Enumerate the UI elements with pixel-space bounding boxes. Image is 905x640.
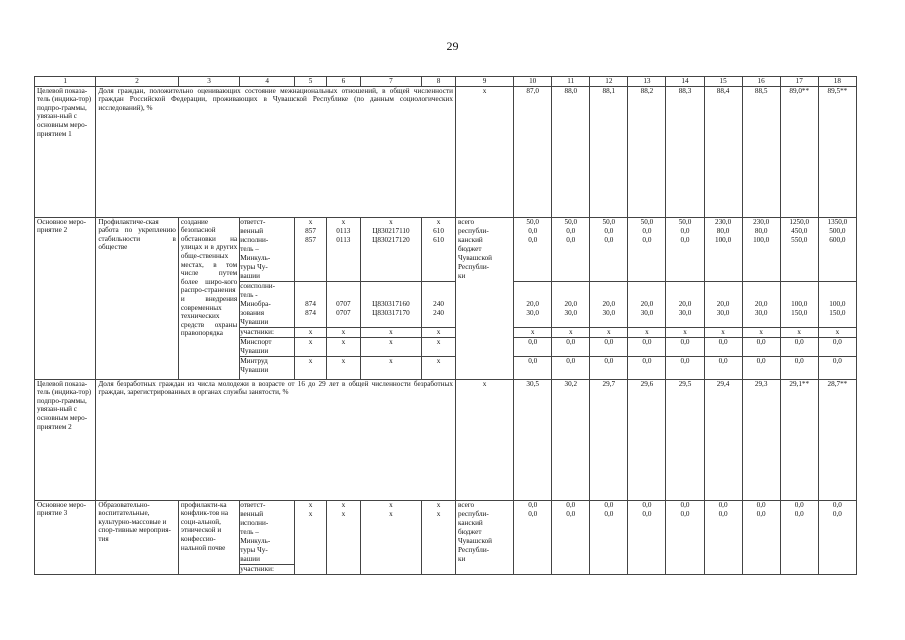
section-column: x 0113 0113 0707 0707 x x x — [326, 217, 360, 379]
value-cell: 230,0 — [714, 217, 732, 226]
column-number: 10 — [514, 77, 552, 87]
value-cell — [781, 318, 818, 327]
indicator-row-1 — [35, 86, 857, 217]
value-cell — [819, 347, 856, 356]
value-cell: 29,3 — [742, 379, 780, 500]
value-cell — [666, 245, 703, 254]
value-cell — [743, 272, 780, 281]
value-cell — [705, 347, 742, 356]
value-cell — [590, 245, 627, 254]
indicator-label: Целевой показа-тель (индика-тор) подпро-граммы, увязан-ный с основным меро-приятием 2 — [35, 379, 96, 500]
value-cell: 0,0 — [705, 356, 742, 366]
value-cell: 0,0 — [528, 509, 538, 518]
value-cell: 0,0 — [642, 509, 652, 518]
value-cell — [819, 245, 856, 254]
value-cell — [552, 272, 589, 281]
value-cell: 100,0 — [714, 235, 732, 244]
value-cell — [666, 281, 703, 291]
value-cell: 30,0 — [754, 308, 768, 317]
value-cell: 29,6 — [628, 379, 666, 500]
value-cell — [666, 254, 703, 263]
value-cell: 0,0 — [680, 500, 690, 509]
value-cell — [666, 291, 703, 300]
value-cell — [705, 272, 742, 281]
value-cell — [590, 263, 627, 272]
value-cell: 88,3 — [666, 86, 704, 217]
value-cell: 0,0 — [514, 337, 551, 347]
value-cell: x — [552, 327, 589, 337]
value-cell: 20,0 — [716, 299, 730, 308]
year-column — [514, 217, 552, 379]
grbs-column: x 857 857 874 874 x x x — [295, 217, 327, 379]
value-cell: 20,0 — [754, 299, 768, 308]
program-table — [34, 76, 857, 575]
value-cell — [514, 254, 551, 263]
column-number: 17 — [780, 77, 818, 87]
value-cell — [628, 291, 665, 300]
year-column — [780, 217, 818, 379]
year-column — [552, 217, 590, 379]
indicator-c9: x — [455, 379, 513, 500]
value-cell: 0,0 — [628, 337, 665, 347]
value-cell: 20,0 — [640, 299, 654, 308]
value-cell — [514, 318, 551, 327]
value-cell: 30,0 — [716, 308, 730, 317]
value-cell — [819, 281, 856, 291]
value-cell: 20,0 — [526, 299, 539, 308]
value-cell: x — [743, 327, 780, 337]
value-cell: 0,0 — [705, 337, 742, 347]
value-cell: 0,0 — [666, 356, 703, 366]
value-cell: 0,0 — [628, 356, 665, 366]
value-cell — [552, 254, 589, 263]
value-cell: 0,0 — [680, 235, 690, 244]
value-cell — [743, 263, 780, 272]
value-cell: 0,0 — [756, 500, 766, 509]
value-cell — [552, 291, 589, 300]
value-cell: 28,7** — [818, 379, 856, 500]
value-cell: 88,5 — [742, 86, 780, 217]
value-cell: 0,0 — [832, 500, 842, 509]
value-cell — [781, 347, 818, 356]
value-cell: 0,0 — [680, 226, 690, 235]
value-cell: 30,2 — [552, 379, 590, 500]
value-cell — [705, 245, 742, 254]
value-cell — [552, 245, 589, 254]
value-cell: 0,0 — [642, 226, 652, 235]
value-cell: 30,0 — [640, 308, 654, 317]
value-cell — [590, 291, 627, 300]
value-cell: 0,0 — [590, 337, 627, 347]
value-cell — [514, 347, 551, 356]
measure-label: Основное меро-приятие 3 — [35, 500, 96, 574]
measure-task: профилакти-ка конфлик-тов на соци-альной, этнической и конфессио-нальной почве — [178, 500, 239, 574]
value-cell — [628, 281, 665, 291]
value-cell: 50,0 — [678, 217, 692, 226]
value-cell — [552, 318, 589, 327]
value-cell — [705, 291, 742, 300]
value-cell — [666, 347, 703, 356]
column-number: 4 — [240, 77, 295, 87]
year-column — [590, 217, 628, 379]
value-cell — [705, 263, 742, 272]
value-cell — [819, 254, 856, 263]
value-cell: 0,0 — [528, 235, 538, 244]
value-cell — [590, 318, 627, 327]
value-cell — [552, 263, 589, 272]
value-cell — [705, 281, 742, 291]
column-number: 18 — [818, 77, 856, 87]
value-cell: 88,1 — [590, 86, 628, 217]
expense-type-column: x x — [422, 500, 456, 574]
value-cell: 0,0 — [781, 356, 818, 366]
value-cell: 20,0 — [564, 299, 578, 308]
column-number: 12 — [590, 77, 628, 87]
value-cell: 88,2 — [628, 86, 666, 217]
value-cell: 0,0 — [528, 500, 538, 509]
measure-2-row — [35, 217, 857, 379]
value-cell: 0,0 — [566, 500, 576, 509]
value-cell: 150,0 — [829, 308, 846, 317]
value-cell — [590, 272, 627, 281]
value-cell: 87,0 — [514, 86, 552, 217]
value-cell — [819, 318, 856, 327]
value-cell — [743, 254, 780, 263]
year-column — [628, 217, 666, 379]
value-cell: 0,0 — [604, 500, 614, 509]
value-cell — [705, 318, 742, 327]
value-cell: 0,0 — [514, 356, 551, 366]
column-number: 3 — [178, 77, 239, 87]
measure-name: Профилактиче-ская работа по укреплению стабильности в обществе — [96, 217, 179, 379]
value-cell — [628, 347, 665, 356]
year-column — [514, 500, 552, 574]
value-cell: 30,5 — [514, 379, 552, 500]
grbs-column: x x — [295, 500, 327, 574]
value-cell: 50,0 — [640, 217, 654, 226]
value-cell — [743, 291, 780, 300]
value-cell: x — [590, 327, 627, 337]
year-column — [704, 217, 742, 379]
value-cell: 50,0 — [526, 217, 539, 226]
value-cell: 0,0 — [552, 356, 589, 366]
column-number: 6 — [326, 77, 360, 87]
value-cell: 30,0 — [678, 308, 692, 317]
value-cell: 0,0 — [718, 500, 728, 509]
measure-name: Образовательно-воспитательные, культурно-массовые и спор-тивные мероприя-тия — [96, 500, 179, 574]
value-cell: 0,0 — [642, 500, 652, 509]
value-cell: 0,0 — [832, 509, 842, 518]
value-cell: 0,0 — [756, 509, 766, 518]
value-cell — [743, 245, 780, 254]
value-cell: x — [628, 327, 665, 337]
value-cell: 500,0 — [829, 226, 846, 235]
value-cell — [819, 272, 856, 281]
value-cell: 80,0 — [754, 226, 768, 235]
indicator-text: Доля граждан, положительно оценивающих состояние межнациональных отношений, в общей численности граждан Российской Федерации, проживающих в Чувашской Республике (по данным социологических исследований), % — [96, 86, 456, 217]
indicator-c9: x — [455, 86, 513, 217]
value-cell: 0,0 — [794, 500, 804, 509]
value-cell: 0,0 — [743, 356, 780, 366]
value-cell — [628, 272, 665, 281]
value-cell: 0,0 — [566, 235, 576, 244]
value-cell: 50,0 — [564, 217, 578, 226]
value-cell: 88,0 — [552, 86, 590, 217]
target-article-column: x Ц830217110 Ц830217120 Ц830317160 Ц830317170 x x x — [360, 217, 421, 379]
value-cell: 0,0 — [566, 509, 576, 518]
column-number: 5 — [295, 77, 327, 87]
year-column — [818, 500, 856, 574]
value-cell: 30,0 — [526, 308, 539, 317]
value-cell — [628, 245, 665, 254]
year-column — [780, 500, 818, 574]
column-number: 8 — [422, 77, 456, 87]
value-cell: 0,0 — [819, 356, 856, 366]
executor-column: ответст- венный исполни- тель – Минкуль- туры Чу- вашии участники: — [240, 500, 295, 574]
value-cell: 0,0 — [604, 226, 614, 235]
page-number: 29 — [446, 39, 459, 53]
value-cell: 29,1** — [780, 379, 818, 500]
year-column — [818, 217, 856, 379]
column-number: 1 — [35, 77, 96, 87]
value-cell: 600,0 — [829, 235, 846, 244]
value-cell — [743, 318, 780, 327]
value-cell — [743, 281, 780, 291]
value-cell: 29,4 — [704, 379, 742, 500]
value-cell — [666, 318, 703, 327]
value-cell — [628, 254, 665, 263]
value-cell — [590, 254, 627, 263]
funding-source-column: всего республи- канский бюджет Чувашской Республи- ки — [455, 500, 513, 574]
value-cell: 0,0 — [642, 235, 652, 244]
value-cell: 0,0 — [566, 226, 576, 235]
value-cell — [666, 272, 703, 281]
value-cell — [781, 281, 818, 291]
funding-source-column: всего республи- канский бюджет Чувашской Республи- ки — [455, 217, 513, 379]
executor-column: ответст- венный исполни- тель – Минкуль- туры Чу- вашии соисполни- тель - Минобра- зования Чувашии участники: Минспорт Чувашии Минтруд Чувашии — [240, 217, 295, 379]
column-number: 7 — [360, 77, 421, 87]
year-column — [704, 500, 742, 574]
value-cell: 30,0 — [564, 308, 578, 317]
value-cell — [743, 347, 780, 356]
value-cell: x — [666, 327, 703, 337]
indicator-label: Целевой показа-тель (индика-тор) подпро-граммы, увязан-ный с основным меро-приятием 1 — [35, 86, 96, 217]
value-cell: 1250,0 — [789, 217, 810, 226]
value-cell: 230,0 — [753, 217, 770, 226]
value-cell: 550,0 — [791, 235, 808, 244]
indicator-row-2 — [35, 379, 857, 500]
value-cell — [552, 347, 589, 356]
value-cell: 450,0 — [791, 226, 808, 235]
value-cell: 89,5** — [818, 86, 856, 217]
value-cell: 100,0 — [791, 299, 808, 308]
value-cell — [552, 281, 589, 291]
value-cell: 88,4 — [704, 86, 742, 217]
value-cell — [781, 272, 818, 281]
year-column — [590, 500, 628, 574]
value-cell: 0,0 — [666, 337, 703, 347]
column-number: 16 — [742, 77, 780, 87]
value-cell: x — [819, 327, 856, 337]
year-column — [742, 217, 780, 379]
value-cell: 0,0 — [781, 337, 818, 347]
value-cell: 0,0 — [590, 356, 627, 366]
value-cell — [628, 318, 665, 327]
value-cell: 0,0 — [604, 509, 614, 518]
value-cell: 0,0 — [552, 337, 589, 347]
value-cell: 100,0 — [829, 299, 846, 308]
value-cell: 50,0 — [602, 217, 616, 226]
year-column — [552, 500, 590, 574]
value-cell: 0,0 — [528, 226, 538, 235]
value-cell: 0,0 — [743, 337, 780, 347]
value-cell: 0,0 — [718, 509, 728, 518]
value-cell: 20,0 — [678, 299, 692, 308]
value-cell — [819, 291, 856, 300]
column-number: 13 — [628, 77, 666, 87]
target-article-column: x x — [360, 500, 421, 574]
value-cell — [819, 263, 856, 272]
value-cell — [514, 291, 551, 300]
value-cell: x — [705, 327, 742, 337]
value-cell — [705, 254, 742, 263]
year-column — [628, 500, 666, 574]
value-cell — [514, 245, 551, 254]
value-cell — [781, 254, 818, 263]
value-cell: 0,0 — [819, 337, 856, 347]
year-column — [742, 500, 780, 574]
value-cell: 29,5 — [666, 379, 704, 500]
column-number: 14 — [666, 77, 704, 87]
measure-task: создание безопасной обстановки на улицах и в других обще-ственных местах, в том числе путем более широ-кого распро-странения и внедрения современных технических средств охраны правопорядка — [178, 217, 239, 379]
value-cell: x — [781, 327, 818, 337]
column-number-row — [35, 77, 857, 87]
indicator-text: Доля безработных граждан из числа молодежи в возрасте от 16 до 29 лет в общей численности безработных граждан, зарегистрированных в органах службы занятости, % — [96, 379, 456, 500]
value-cell — [666, 263, 703, 272]
value-cell: 1350,0 — [827, 217, 848, 226]
column-number: 11 — [552, 77, 590, 87]
year-column — [666, 217, 704, 379]
value-cell — [781, 263, 818, 272]
value-cell: 100,0 — [753, 235, 770, 244]
year-column — [666, 500, 704, 574]
value-cell: 89,0** — [780, 86, 818, 217]
value-cell: 30,0 — [602, 308, 616, 317]
value-cell: x — [514, 327, 551, 337]
column-number: 2 — [96, 77, 179, 87]
value-cell — [514, 272, 551, 281]
measure-3-row — [35, 500, 857, 574]
value-cell: 80,0 — [716, 226, 730, 235]
value-cell: 20,0 — [602, 299, 616, 308]
value-cell: 0,0 — [604, 235, 614, 244]
value-cell — [628, 263, 665, 272]
value-cell — [590, 347, 627, 356]
value-cell — [781, 291, 818, 300]
value-cell — [514, 281, 551, 291]
column-number: 15 — [704, 77, 742, 87]
value-cell: 0,0 — [680, 509, 690, 518]
value-cell — [514, 263, 551, 272]
expense-type-column: x 610 610 240 240 x x x — [422, 217, 456, 379]
column-number: 9 — [455, 77, 513, 87]
measure-label: Основное меро-приятие 2 — [35, 217, 96, 379]
value-cell: 0,0 — [794, 509, 804, 518]
value-cell: 29,7 — [590, 379, 628, 500]
value-cell — [590, 281, 627, 291]
value-cell — [781, 245, 818, 254]
value-cell: 150,0 — [791, 308, 808, 317]
section-column: x x — [326, 500, 360, 574]
